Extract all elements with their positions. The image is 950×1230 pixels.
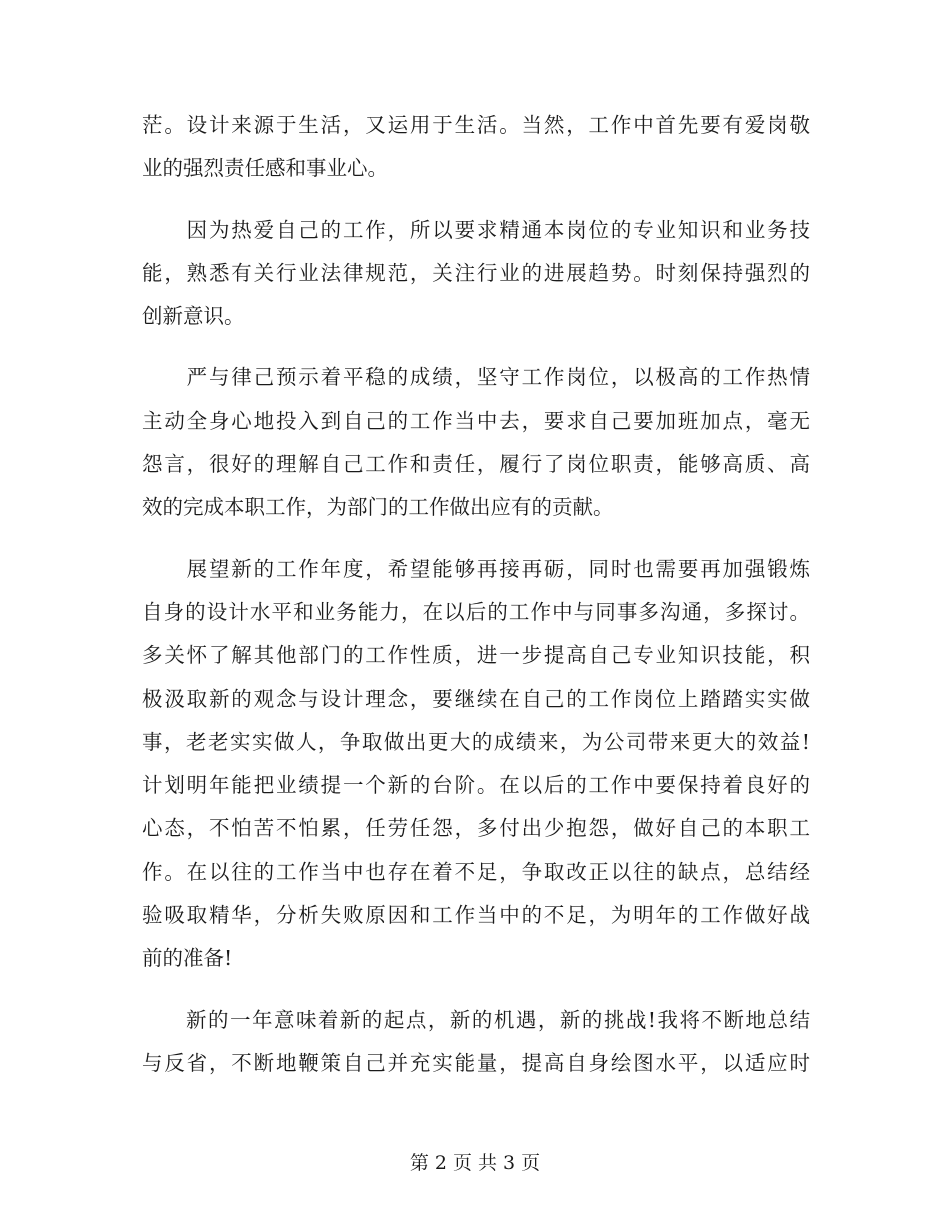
text-line: 主动全身心地投入到自己的工作当中去，要求自己要加班加点，毫无 (142, 408, 810, 433)
text-line: 怨言，很好的理解自己工作和责任，履行了岗位职责，能够高质、高 (142, 452, 810, 477)
text-line: 计划明年能把业绩提一个新的台阶。在以后的工作中要保持着良好的 (142, 773, 810, 798)
text-line: 展望新的工作年度，希望能够再接再砺，同时也需要再加强锻炼 (142, 556, 810, 581)
page-number-footer: 第 2 页 共 3 页 (409, 1152, 541, 1174)
text-line: 业的强烈责任感和事业心。 (142, 156, 388, 181)
text-line: 与反省，不断地鞭策自己并充实能量，提高自身绘图水平，以适应时 (142, 1050, 810, 1075)
document-body (142, 104, 810, 1103)
text-line: 茫。设计来源于生活，又运用于生活。当然，工作中首先要有爱岗敬 (142, 113, 810, 137)
text-line: 自身的设计水平和业务能力，在以后的工作中与同事多沟通，多探讨。 (142, 599, 810, 624)
text-line: 能，熟悉有关行业法律规范，关注行业的进展趋势。时刻保持强烈的 (142, 260, 810, 285)
text-line: 新的一年意味着新的起点，新的机遇，新的挑战!我将不断地总结 (142, 1007, 810, 1032)
paragraph (142, 209, 810, 339)
text-line: 因为热爱自己的工作，所以要求精通本岗位的专业知识和业务技 (142, 217, 810, 242)
text-line: 事，老老实实做人，争取做出更大的成绩来，为公司带来更大的效益! (142, 729, 810, 754)
paragraph (142, 104, 810, 191)
paragraph (142, 356, 810, 529)
paragraph (142, 999, 810, 1086)
text-line: 作。在以往的工作当中也存在着不足，争取改正以往的缺点，总结经 (142, 859, 810, 884)
text-line: 前的准备! (142, 946, 233, 971)
paragraph (142, 548, 810, 981)
text-line: 极汲取新的观念与设计理念，要继续在自己的工作岗位上踏踏实实做 (142, 686, 810, 711)
text-line: 创新意识。 (142, 304, 245, 329)
text-line: 效的完成本职工作，为部门的工作做出应有的贡献。 (142, 495, 614, 520)
text-line: 严与律己预示着平稳的成绩，坚守工作岗位，以极高的工作热情 (142, 365, 810, 390)
text-line: 验吸取精华，分析失败原因和工作当中的不足，为明年的工作做好战 (142, 903, 810, 928)
text-line: 心态，不怕苦不怕累，任劳任怨，多付出少抱怨，做好自己的本职工 (142, 816, 810, 841)
text-line: 多关怀了解其他部门的工作性质，进一步提高自己专业知识技能，积 (142, 643, 810, 668)
